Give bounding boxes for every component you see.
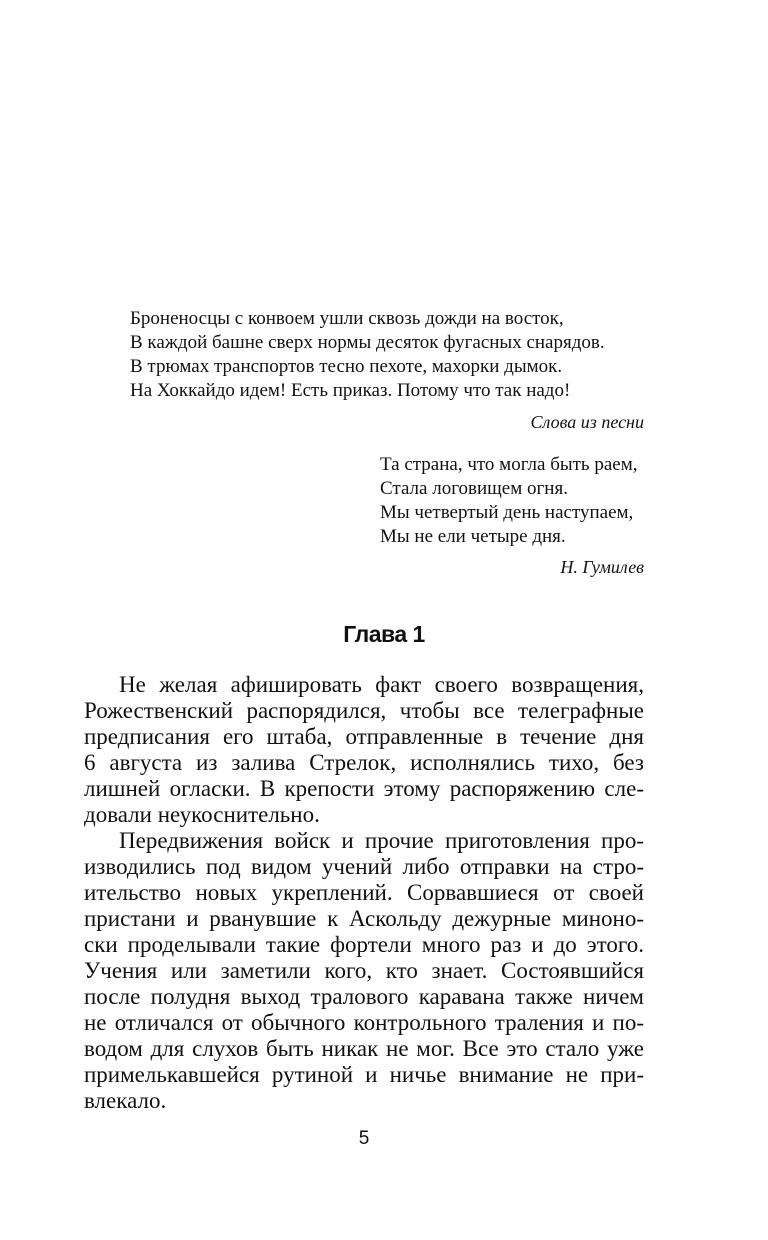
text-line: Не желая афишировать факт своего возвращения, — [119, 672, 644, 697]
page-number: 5 — [358, 1128, 370, 1149]
text-line: после полудня выход тралового каравана также ничем — [84, 984, 644, 1009]
text-line: изводились под видом учений либо отправки на стро- — [84, 854, 644, 879]
text-line: ски проделывали такие фортели много раз и до этого. — [84, 932, 644, 957]
text-line: ительство новых укреплений. Сорвавшиеся от своей — [84, 880, 644, 905]
text-line: Передвижения войск и прочие приготовления про- — [119, 828, 644, 853]
text-line: примелькавшейся рутиной и ничье внимание не при- — [84, 1062, 644, 1087]
epigraph-poem — [380, 453, 680, 549]
epigraph-line: Броненосцы с конвоем ушли сквозь дожди на восток, — [130, 308, 564, 329]
text-line: Рожественский распорядился, чтобы все телеграфные — [84, 698, 644, 723]
text-line: лишней огласки. В крепости этому распоряжению сле- — [84, 776, 644, 801]
epigraph-line: В каждой башне сверх нормы десяток фугасных снарядов. — [130, 332, 605, 353]
text-line: водом для слухов быть никак не мог. Все это стало уже — [84, 1036, 644, 1061]
text-line: не отличался от обычного контрольного траления и по- — [84, 1010, 644, 1035]
text-line: Учения или заметили кого, кто знает. Состоявшийся — [84, 958, 644, 983]
text-line: влекало. — [84, 1088, 167, 1113]
epigraph-poem-attribution: Н. Гумилев — [560, 557, 644, 577]
text-line: предписания его штаба, отправленные в течение дня — [84, 724, 644, 749]
epigraph-line: Та страна, что могла быть раем, — [380, 454, 638, 475]
epigraph-song — [130, 307, 650, 403]
epigraph-line: Мы не ели четыре дня. — [380, 526, 566, 547]
text-line: пристани и рванувшие к Аскольду дежурные миноно- — [84, 906, 644, 931]
epigraph-song-attribution: Слова из песни — [530, 412, 644, 432]
epigraph-line: На Хоккайдо идем! Есть приказ. Потому что так надо! — [130, 380, 571, 401]
epigraph-line: Мы четвертый день наступаем, — [380, 502, 634, 523]
text-line: довали неукоснительно. — [84, 802, 320, 827]
epigraph-line: В трюмах транспортов тесно пехоте, махорки дымок. — [130, 356, 563, 377]
text-line: 6 августа из залива Стрелок, исполнялись тихо, без — [84, 750, 644, 775]
body-text — [84, 672, 644, 1114]
epigraph-line: Стала логовищем огня. — [380, 478, 568, 499]
chapter-title: Глава 1 — [343, 621, 425, 647]
